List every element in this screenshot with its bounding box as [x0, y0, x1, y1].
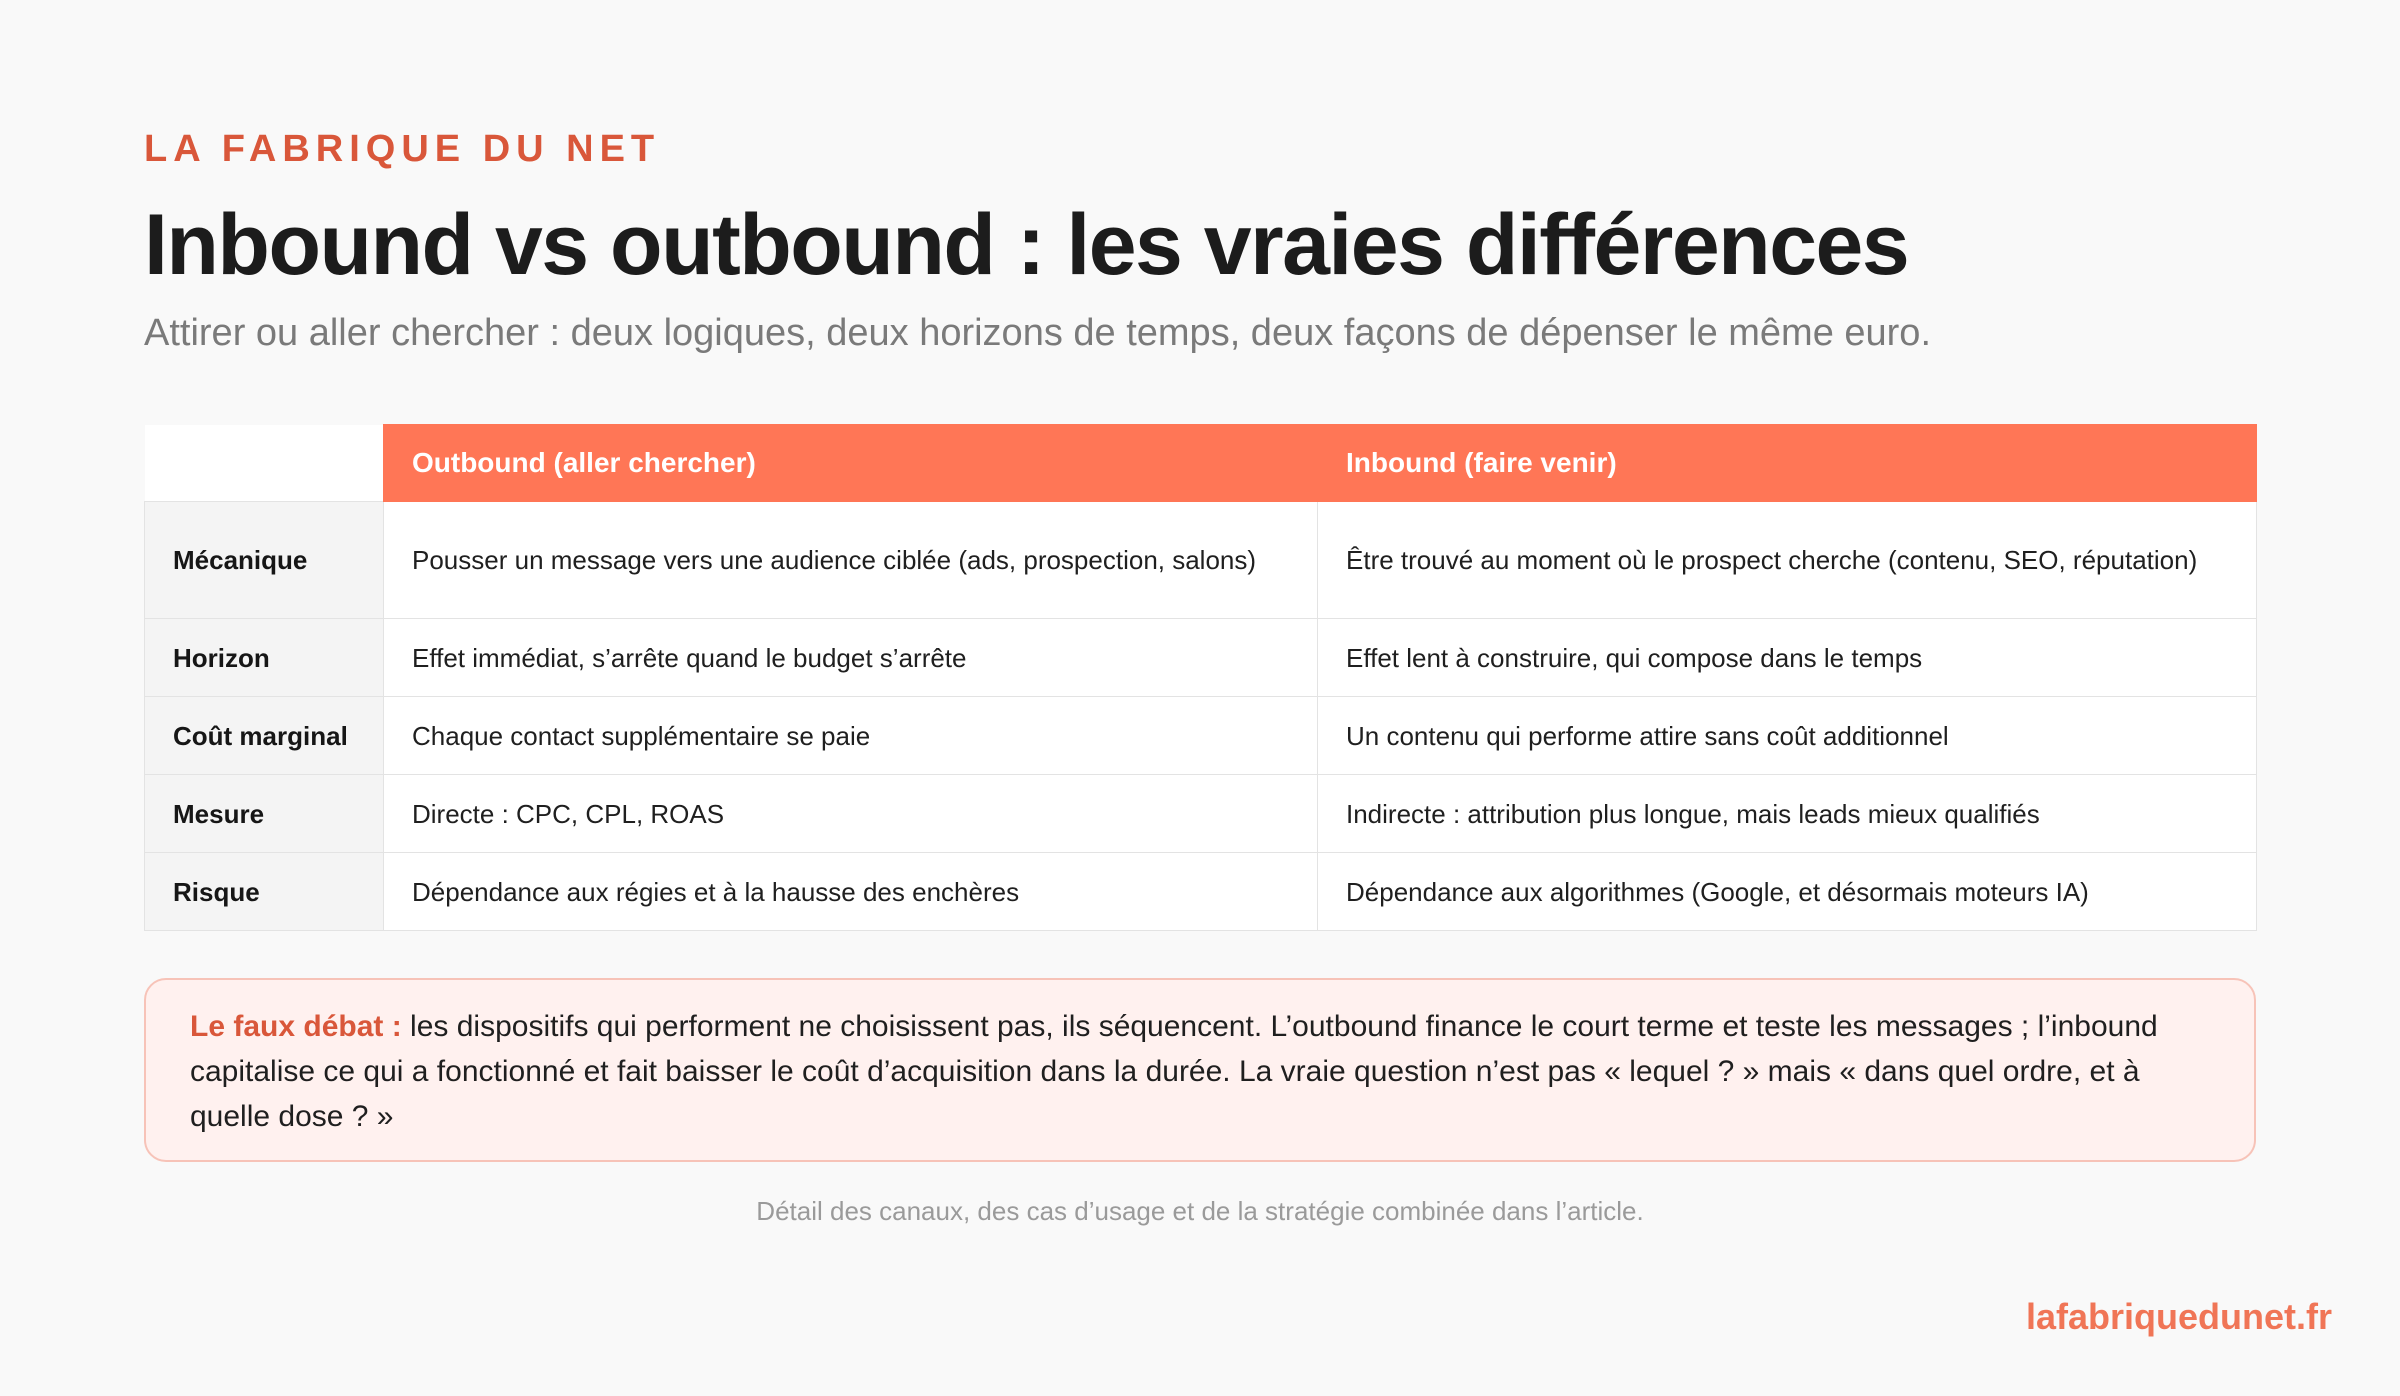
- column-header-outbound: Outbound (aller chercher): [384, 425, 1318, 502]
- row-label: Coût marginal: [145, 697, 384, 775]
- table-header-row: [145, 425, 2257, 502]
- inbound-cell: Un contenu qui performe attire sans coût additionnel: [1318, 697, 2257, 775]
- comparison-table: [144, 424, 2257, 931]
- site-domain: lafabriquedunet.fr: [2025, 1296, 2332, 1337]
- table-corner-cell: [145, 425, 384, 502]
- outbound-cell: Dépendance aux régies et à la hausse des enchères: [384, 853, 1318, 931]
- row-label: Risque: [145, 853, 384, 931]
- table-row: [145, 502, 2257, 619]
- inbound-cell: Effet lent à construire, qui compose dans le temps: [1318, 619, 2257, 697]
- table-row: [145, 619, 2257, 697]
- table-row: [145, 697, 2257, 775]
- outbound-cell: Effet immédiat, s’arrête quand le budget s’arrête: [384, 619, 1318, 697]
- callout-text: les dispositifs qui performent ne choisissent pas, ils séquencent. L’outbound finance le court terme et teste les messages ; l’inbound capitalise ce qui a fonctionné et fait baisser le coût d’acquisition dans la durée. La vraie question n’est pas « lequel ? » mais « dans quel ordre, et à quelle dose ? »: [190, 1010, 2158, 1133]
- outbound-cell: Pousser un message vers une audience ciblée (ads, prospection, salons): [384, 502, 1318, 619]
- page-subtitle: Attirer ou aller chercher : deux logiques, deux horizons de temps, deux façons de dépenser le même euro.: [144, 312, 1932, 354]
- table-row: [145, 775, 2257, 853]
- page-title: Inbound vs outbound : les vraies différences: [144, 197, 1909, 293]
- footnote: Détail des canaux, des cas d’usage et de la stratégie combinée dans l’article.: [756, 1196, 1644, 1226]
- callout-box: [144, 978, 2256, 1162]
- column-header-inbound: Inbound (faire venir): [1318, 425, 2257, 502]
- table-row: [145, 853, 2257, 931]
- outbound-cell: Directe : CPC, CPL, ROAS: [384, 775, 1318, 853]
- inbound-cell: Dépendance aux algorithmes (Google, et désormais moteurs IA): [1318, 853, 2257, 931]
- inbound-cell: Être trouvé au moment où le prospect cherche (contenu, SEO, réputation): [1318, 502, 2257, 619]
- callout-lead: Le faux débat :: [190, 1010, 402, 1043]
- row-label: Mécanique: [145, 502, 384, 619]
- row-label: Horizon: [145, 619, 384, 697]
- outbound-cell: Chaque contact supplémentaire se paie: [384, 697, 1318, 775]
- inbound-cell: Indirecte : attribution plus longue, mais leads mieux qualifiés: [1318, 775, 2257, 853]
- row-label: Mesure: [145, 775, 384, 853]
- brand-label: LA FABRIQUE DU NET: [144, 128, 661, 170]
